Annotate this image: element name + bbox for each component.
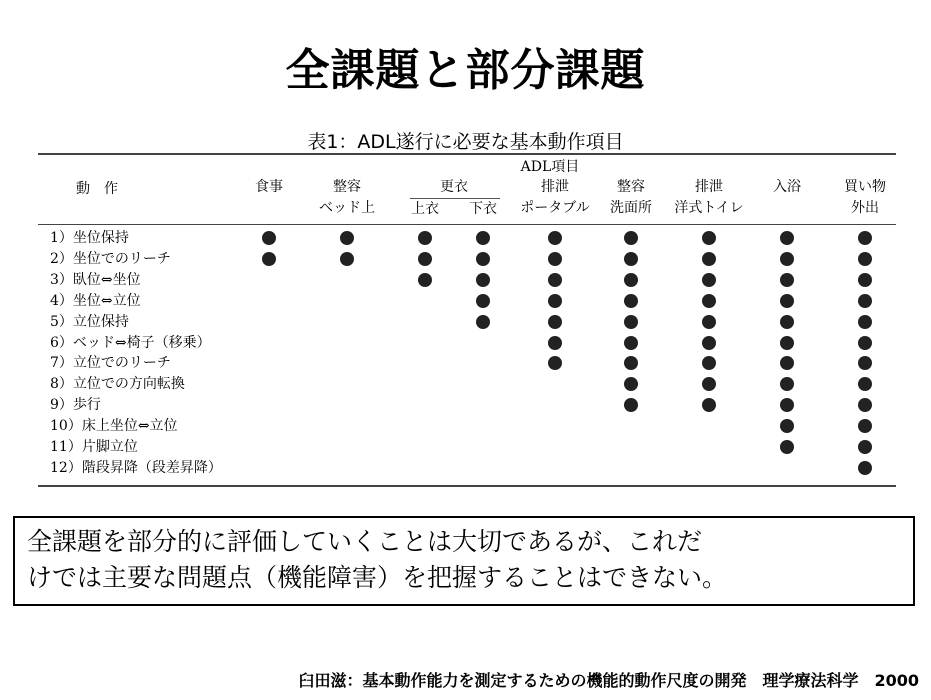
mark-dot (702, 231, 716, 245)
row-label-3: 3）臥位⇔坐位 (50, 271, 141, 288)
column-header-1: 食事 (255, 179, 283, 195)
mark-dot (476, 252, 490, 266)
mark-dot (858, 315, 872, 329)
mark-dot (702, 336, 716, 350)
mark-dot (858, 231, 872, 245)
mark-dot (624, 356, 638, 370)
mark-dot (858, 440, 872, 454)
mark-dot (340, 252, 354, 266)
row-label-8: 8）立位での方向転換 (50, 376, 185, 393)
mark-dot (624, 336, 638, 350)
mark-dot (858, 252, 872, 266)
mark-dot (780, 294, 794, 308)
mark-dot (780, 419, 794, 433)
column-subheader-5: ポータブル (520, 200, 590, 216)
mark-dot (780, 273, 794, 287)
row-label-12: 12）階段昇降（段差昇降） (50, 459, 222, 476)
mark-dot (476, 294, 490, 308)
column-subheader-7: 洋式トイレ (674, 200, 744, 216)
column-header-9: 買い物 (844, 179, 886, 195)
mark-dot (548, 231, 562, 245)
mark-dot (780, 377, 794, 391)
mark-dot (702, 273, 716, 287)
mark-dot (702, 294, 716, 308)
note-line-1: 全課題を部分的に評価していくことは大切であるが、これだ (27, 527, 703, 556)
column-header-2: 整容 (333, 179, 361, 195)
mark-dot (780, 252, 794, 266)
mark-dot (858, 336, 872, 350)
mark-dot (624, 377, 638, 391)
column-subheader-9: 外出 (851, 200, 879, 216)
mark-dot (858, 273, 872, 287)
table-top-rule (38, 153, 896, 155)
mark-dot (262, 252, 276, 266)
row-label-5: 5）立位保持 (50, 313, 129, 330)
row-label-9: 9）歩行 (50, 397, 101, 414)
slide-title: 全課題と部分課題 (285, 45, 646, 96)
mark-dot (858, 294, 872, 308)
mark-dot (548, 315, 562, 329)
row-label-4: 4）坐位⇔立位 (50, 292, 141, 309)
mark-dot (548, 273, 562, 287)
mark-dot (476, 231, 490, 245)
mark-dot (702, 315, 716, 329)
column-header-6: 整容 (617, 179, 645, 195)
mark-dot (780, 440, 794, 454)
note-line-2: けでは主要な問題点（機能障害）を把握することはできない。 (27, 563, 728, 592)
table-bottom-rule (38, 485, 896, 487)
mark-dot (858, 356, 872, 370)
mark-dot (624, 398, 638, 412)
mark-dot (780, 356, 794, 370)
mark-dot (858, 398, 872, 412)
mark-dot (624, 294, 638, 308)
row-label-11: 11）片脚立位 (50, 439, 138, 455)
header-action: 動 作 (76, 181, 118, 197)
mark-dot (418, 273, 432, 287)
mark-dot (624, 231, 638, 245)
mark-dot (780, 315, 794, 329)
mark-dot (548, 336, 562, 350)
mark-dot (262, 231, 276, 245)
column-header-7: 排泄 (695, 179, 723, 195)
mark-dot (702, 252, 716, 266)
mark-dot (858, 461, 872, 475)
mark-dot (780, 231, 794, 245)
mark-dot (702, 398, 716, 412)
row-label-2: 2）坐位でのリーチ (50, 250, 171, 267)
mark-dot (624, 315, 638, 329)
column-header-5: 排泄 (541, 179, 569, 195)
dressing-group-rule (410, 198, 500, 199)
column-header-8: 入浴 (773, 179, 801, 195)
row-label-7: 7）立位でのリーチ (50, 355, 171, 372)
header-adl-group: ADL項目 (520, 159, 580, 175)
table-header-rule (38, 224, 896, 225)
mark-dot (340, 231, 354, 245)
mark-dot (780, 336, 794, 350)
mark-dot (702, 377, 716, 391)
mark-dot (548, 356, 562, 370)
mark-dot (476, 315, 490, 329)
row-label-10: 10）床上坐位⇔立位 (50, 418, 178, 435)
column-subheader-6: 洗面所 (610, 200, 652, 216)
mark-dot (624, 252, 638, 266)
mark-dot (418, 252, 432, 266)
row-label-1: 1）坐位保持 (50, 230, 129, 246)
note-box (13, 516, 915, 606)
row-label-6: 6）ベッド⇔椅子（移乗） (50, 334, 211, 351)
citation: 臼田滋：基本動作能力を測定するための機能的動作尺度の開発 理学療法科学 2000 (298, 671, 919, 690)
table-caption: 表1：ADL遂行に必要な基本動作項目 (307, 131, 624, 153)
column-header-3: 上衣 (411, 201, 439, 217)
column-header-4: 下衣 (469, 201, 497, 217)
mark-dot (858, 419, 872, 433)
mark-dot (624, 273, 638, 287)
mark-dot (476, 273, 490, 287)
mark-dot (702, 356, 716, 370)
column-subheader-2: ベッド上 (319, 200, 375, 216)
mark-dot (780, 398, 794, 412)
mark-dot (858, 377, 872, 391)
mark-dot (418, 231, 432, 245)
mark-dot (548, 294, 562, 308)
mark-dot (548, 252, 562, 266)
header-dressing-group: 更衣 (440, 179, 468, 195)
